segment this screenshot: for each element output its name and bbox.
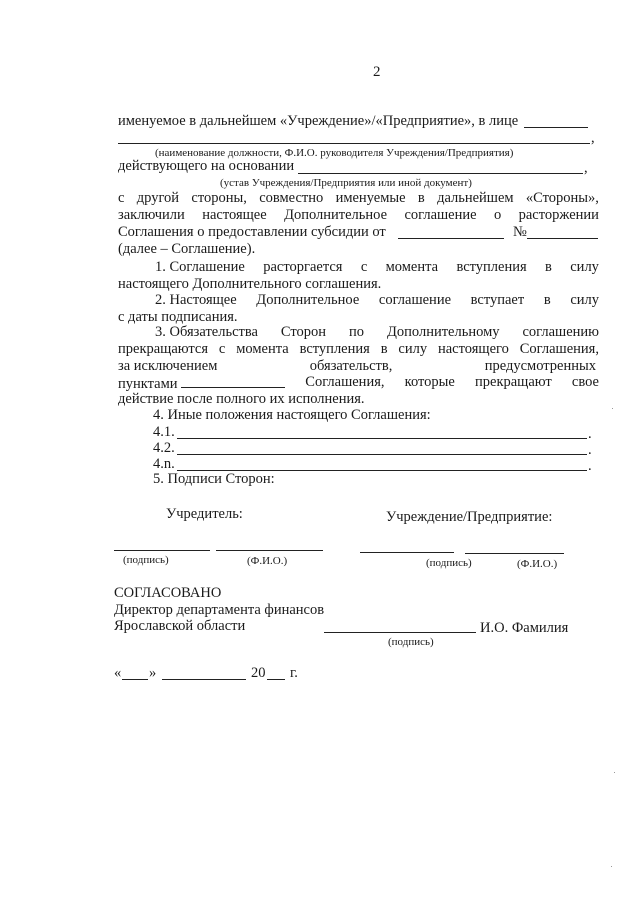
date-year-prefix: 20: [251, 665, 266, 681]
paragraphs-field[interactable]: [181, 374, 285, 388]
period: .: [588, 458, 592, 474]
p4-item-field[interactable]: [177, 438, 587, 439]
date-open-quote: «: [114, 665, 122, 681]
agreement-number-field[interactable]: [527, 238, 598, 239]
word: прекращаются: [118, 341, 209, 357]
word: обязательств,: [309, 358, 393, 374]
word: Дополнительное: [284, 207, 388, 223]
intro-line-5: [118, 207, 599, 223]
word: за исключением: [118, 358, 218, 374]
word: в: [545, 259, 552, 275]
scan-speck: [612, 408, 613, 409]
director-signature-field[interactable]: [324, 632, 476, 633]
p1-line-1: [155, 259, 599, 275]
founder-name-caption: (Ф.И.О.): [247, 555, 288, 567]
word: момента: [385, 259, 439, 275]
director-name: И.О. Фамилия: [480, 620, 569, 636]
date-year-field[interactable]: [267, 679, 285, 680]
page-number: 2: [373, 64, 381, 80]
date-month-field[interactable]: [162, 679, 246, 680]
basis-document-caption: (устав Учреждения/Предприятия или иной документ): [220, 177, 472, 189]
word: вступает: [470, 292, 525, 308]
p4-item-label: 4.1.: [153, 424, 175, 440]
position-name-caption: (наименование должности, Ф.И.О. руководителя Учреждения/Предприятия): [155, 147, 514, 159]
p3-line-5: действие после полного их исполнения.: [118, 391, 365, 407]
intro-line-1: именуемое в дальнейшем «Учреждение»/«Предприятие», в лице: [118, 113, 519, 129]
founder-signature-caption: (подпись): [123, 554, 169, 566]
paragraphs-field-group: [118, 374, 285, 392]
approval-line-1: Директор департамента финансов: [114, 602, 325, 618]
word: «Стороны»,: [525, 190, 599, 206]
word: пунктами: [118, 376, 178, 392]
representative-field[interactable]: [524, 127, 588, 128]
word: заключили: [118, 207, 185, 223]
p3-line-2: [118, 341, 599, 357]
word: настоящего: [437, 341, 509, 357]
date-day-field[interactable]: [122, 679, 148, 680]
word: с: [218, 341, 226, 357]
position-name-field[interactable]: [118, 143, 590, 144]
word: 2. Настоящее: [155, 292, 237, 308]
word: прекращают: [475, 374, 552, 390]
word: силу: [570, 292, 599, 308]
basis-document-field[interactable]: [298, 173, 583, 174]
word: Соглашения,: [305, 374, 385, 390]
p5-heading: 5. Подписи Сторон:: [153, 471, 275, 487]
word: стороны,: [191, 190, 247, 206]
word: момента: [236, 341, 289, 357]
word: в: [543, 292, 551, 308]
number-sign: №: [513, 224, 527, 240]
word: которые: [404, 374, 455, 390]
word: 1. Соглашение: [155, 259, 245, 275]
word: соглашению: [522, 324, 599, 340]
p3-line-3: [118, 358, 596, 374]
word: дальнейшем: [437, 190, 514, 206]
word: силу: [398, 341, 428, 357]
word: Дополнительному: [387, 324, 500, 340]
word: именуемые: [335, 190, 406, 206]
intro-line-4: [118, 190, 599, 206]
p3-line-1: [155, 324, 599, 340]
scan-speck: [614, 772, 615, 773]
founder-name-field[interactable]: [216, 550, 323, 551]
institution-name-caption: (Ф.И.О.): [517, 558, 558, 570]
word: в: [380, 341, 388, 357]
approval-line-2: Ярославской области: [114, 618, 246, 634]
period: .: [588, 426, 592, 442]
p2-line-2: с даты подписания.: [118, 309, 238, 325]
word: силу: [570, 259, 599, 275]
word: в: [417, 190, 425, 206]
word: предусмотренных: [484, 358, 596, 374]
intro-line-7: (далее – Соглашение).: [118, 241, 256, 257]
scan-speck: [611, 866, 612, 867]
word: соглашение: [404, 207, 477, 223]
agreement-date-field[interactable]: [398, 238, 504, 239]
word: с: [360, 259, 368, 275]
word: Сторон: [280, 324, 327, 340]
institution-signature-field[interactable]: [360, 552, 454, 553]
institution-title: Учреждение/Предприятие:: [386, 509, 553, 525]
p2-line-1: [155, 292, 599, 308]
word: соглашение: [378, 292, 452, 308]
word: о: [493, 207, 502, 223]
p1-line-2: настоящего Дополнительного соглашения.: [118, 276, 382, 292]
word: Соглашения,: [519, 341, 599, 357]
comma: ,: [584, 160, 588, 176]
institution-name-field[interactable]: [465, 553, 564, 554]
word: 3. Обязательства: [155, 324, 258, 340]
word: с: [118, 190, 125, 206]
word: Дополнительное: [256, 292, 360, 308]
word: настоящее: [202, 207, 267, 223]
comma: ,: [591, 130, 595, 146]
intro-line-6: Соглашения о предоставлении субсидии от: [118, 224, 386, 240]
p4-heading: 4. Иные положения настоящего Соглашения:: [153, 407, 431, 423]
p4-item-label: 4.2.: [153, 440, 175, 456]
word: вступления: [456, 259, 527, 275]
period: .: [588, 442, 592, 458]
word: вступления: [299, 341, 370, 357]
p3-line-4: [118, 374, 599, 392]
date-suffix: г.: [290, 665, 298, 681]
approval-title: СОГЛАСОВАНО: [114, 585, 222, 601]
acting-basis-label: действующего на основании: [118, 158, 295, 174]
p4-item-label: 4.n.: [153, 456, 175, 472]
founder-signature-field[interactable]: [114, 550, 210, 551]
word: другой: [136, 190, 180, 206]
word: расторгается: [263, 259, 343, 275]
word: расторжении: [518, 207, 599, 223]
word: по: [349, 324, 365, 340]
founder-title: Учредитель:: [166, 506, 243, 522]
date-close-quote: »: [149, 665, 157, 681]
p4-item-field[interactable]: [177, 454, 587, 455]
word: совместно: [259, 190, 324, 206]
director-signature-caption: (подпись): [388, 636, 434, 648]
institution-signature-caption: (подпись): [426, 557, 472, 569]
word: свое: [571, 374, 599, 390]
